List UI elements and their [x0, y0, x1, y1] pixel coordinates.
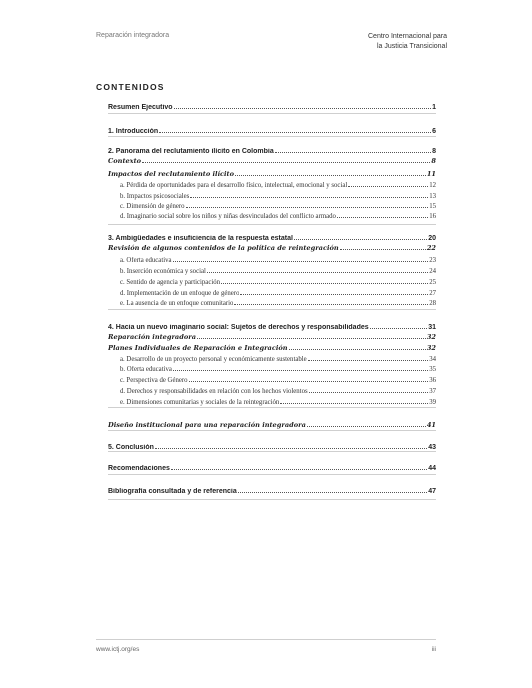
toc-entry-page: 8: [431, 157, 436, 165]
toc-subitem[interactable]: [108, 264, 436, 275]
toc-entry-page: 32: [426, 333, 436, 341]
toc-subsection[interactable]: [108, 154, 436, 165]
toc-entry-label: 3. Ambigüedades e insuficiencia de la respuesta estatal: [108, 235, 293, 242]
section-divider: [108, 136, 436, 137]
toc-entry-label: b. Oferta educativa: [120, 366, 172, 373]
section-divider: [108, 224, 436, 225]
toc-entry-label: Reparación integradora: [108, 333, 196, 341]
section-divider: [108, 430, 436, 431]
section-divider: [108, 499, 436, 500]
toc-entry-page: 43: [428, 444, 436, 451]
toc-subsection[interactable]: [108, 418, 436, 429]
toc-entry-label: Bibliografía consultada y de referencia: [108, 488, 237, 495]
toc-entry-page: 15: [429, 203, 436, 210]
toc-section[interactable]: [108, 461, 436, 472]
toc-entry-label: 2. Panorama del reclutamiento ilícito en Colombia: [108, 148, 274, 155]
toc-entry-label: 5. Conclusión: [108, 444, 154, 451]
dot-leader: [155, 448, 427, 449]
dot-leader: [235, 175, 426, 176]
section-divider: [108, 407, 436, 408]
toc-entry-label: Recomendaciones: [108, 465, 170, 472]
toc-subsection[interactable]: [108, 167, 436, 178]
toc-entry-label: e. La ausencia de un enfoque comunitario: [120, 300, 234, 307]
toc-subitem[interactable]: [108, 209, 436, 220]
toc-entry-page: 36: [429, 377, 436, 384]
toc-entry-page: 34: [429, 356, 436, 363]
dot-leader: [289, 349, 426, 350]
dot-leader: [234, 304, 428, 305]
toc-entry-label: Resumen Ejecutivo: [108, 104, 173, 111]
toc-entry-page: 12: [429, 182, 436, 189]
dot-leader: [240, 294, 428, 295]
dot-leader: [197, 338, 426, 339]
toc-entry-label: Diseño institucional para una reparación integradora: [108, 421, 306, 429]
toc-entry-label: b. Impactos psicosociales: [120, 193, 190, 200]
page-number: iii: [431, 646, 436, 653]
dot-leader: [207, 272, 428, 273]
dot-leader: [142, 162, 430, 163]
toc-subsection[interactable]: [108, 341, 436, 352]
toc-entry-label: d. Derechos y responsabilidades en relación con los hechos violentos: [120, 388, 308, 395]
toc-subitem[interactable]: [108, 178, 436, 189]
organization-line-1: Centro Internacional para: [368, 33, 447, 40]
toc-entry-label: a. Oferta educativa: [120, 257, 172, 264]
dot-leader: [189, 381, 429, 382]
toc-entry-page: 39: [429, 399, 436, 406]
toc-entry-page: 11: [426, 170, 436, 178]
toc-entry-page: 37: [429, 388, 436, 395]
toc-entry-label: 1. Introducción: [108, 128, 159, 135]
toc-subitem[interactable]: [108, 253, 436, 264]
footer-divider: [96, 639, 436, 640]
toc-subitem[interactable]: [108, 275, 436, 286]
toc-entry-page: 13: [429, 193, 436, 200]
section-divider: [108, 451, 436, 452]
toc-subsection[interactable]: [108, 241, 436, 252]
toc-subsection[interactable]: [108, 330, 436, 341]
toc-entry-label: c. Perspectiva de Género: [120, 377, 188, 384]
section-divider: [108, 474, 436, 475]
page-title: CONTENIDOS: [96, 82, 165, 92]
dot-leader: [307, 426, 426, 427]
dot-leader: [173, 370, 428, 371]
dot-leader: [190, 197, 428, 198]
footer-url: www.ictj.org/es: [96, 646, 140, 653]
toc-subitem[interactable]: [108, 384, 436, 395]
toc-entry-page: 41: [426, 421, 436, 429]
dot-leader: [159, 132, 431, 133]
organization-line-2: la Justicia Transicional: [376, 43, 447, 50]
dot-leader: [308, 360, 429, 361]
toc-entry-page: 16: [429, 213, 436, 220]
toc-entry-label: d. Imaginario social sobre los niños y niñas desvinculados del conflicto armado: [120, 213, 336, 220]
toc-entry-page: 44: [428, 465, 436, 472]
toc-section[interactable]: [108, 124, 436, 135]
toc-subitem[interactable]: [108, 395, 436, 406]
toc-entry-page: 32: [426, 344, 436, 352]
toc-entry-label: c. Dimensión de género: [120, 203, 185, 210]
dot-leader: [340, 249, 426, 250]
dot-leader: [348, 186, 428, 187]
dot-leader: [174, 108, 432, 109]
toc-subitem[interactable]: [108, 362, 436, 373]
toc-subitem[interactable]: [108, 296, 436, 307]
section-divider: [108, 309, 436, 310]
toc-entry-page: 6: [432, 128, 436, 135]
dot-leader: [221, 283, 428, 284]
dot-leader: [173, 261, 429, 262]
toc-entry-label: Planes Individuales de Reparación e Integración: [108, 344, 288, 352]
dot-leader: [280, 403, 428, 404]
toc-entry-label: a. Pérdida de oportunidades para el desarrollo físico, intelectual, emocional y social: [120, 182, 348, 189]
toc-entry-page: 27: [429, 290, 436, 297]
toc-entry-label: e. Dimensiones comunitarias y sociales de la reintegración: [120, 399, 280, 406]
toc-entry-page: 8: [432, 148, 436, 155]
toc-entry-page: 28: [429, 300, 436, 307]
toc-entry-label: Impactos del reclutamiento ilícito: [108, 170, 235, 178]
dot-leader: [309, 392, 429, 393]
toc-entry-label: 4. Hacia un nuevo imaginario social: Sujetos de derechos y responsabilidades: [108, 324, 369, 331]
toc-entry-page: 35: [429, 366, 436, 373]
dot-leader: [275, 152, 431, 153]
dot-leader: [337, 217, 428, 218]
toc-section[interactable]: [108, 100, 436, 111]
toc-entry-page: 25: [429, 279, 436, 286]
toc-entry-page: 31: [428, 324, 436, 331]
toc-entry-page: 23: [429, 257, 436, 264]
toc-entry-page: 22: [426, 244, 436, 252]
dot-leader: [171, 469, 427, 470]
toc-subitem[interactable]: [108, 373, 436, 384]
running-header-organization: [368, 32, 447, 52]
toc-entry-page: 24: [429, 268, 436, 275]
dot-leader: [238, 492, 427, 493]
dot-leader: [294, 239, 427, 240]
toc-entry-label: d. Implementación de un enfoque de género: [120, 290, 240, 297]
dot-leader: [370, 328, 428, 329]
toc-entry-label: Contexto: [108, 157, 142, 165]
section-divider: [108, 113, 436, 114]
toc-section[interactable]: [108, 484, 436, 495]
toc-entry-label: b. Inserción económica y social: [120, 268, 206, 275]
toc-section[interactable]: [108, 440, 436, 451]
toc-entry-label: Revisión de algunos contenidos de la política de reintegración: [108, 244, 339, 252]
running-header-title: Reparación integradora: [96, 32, 170, 39]
dot-leader: [186, 207, 429, 208]
toc-entry-page: 47: [428, 488, 436, 495]
toc-entry-label: c. Sentido de agencia y participación: [120, 279, 221, 286]
toc-entry-page: 20: [428, 235, 436, 242]
toc-entry-page: 1: [432, 104, 436, 111]
toc-entry-label: a. Desarrollo de un proyecto personal y económicamente sustentable: [120, 356, 307, 363]
